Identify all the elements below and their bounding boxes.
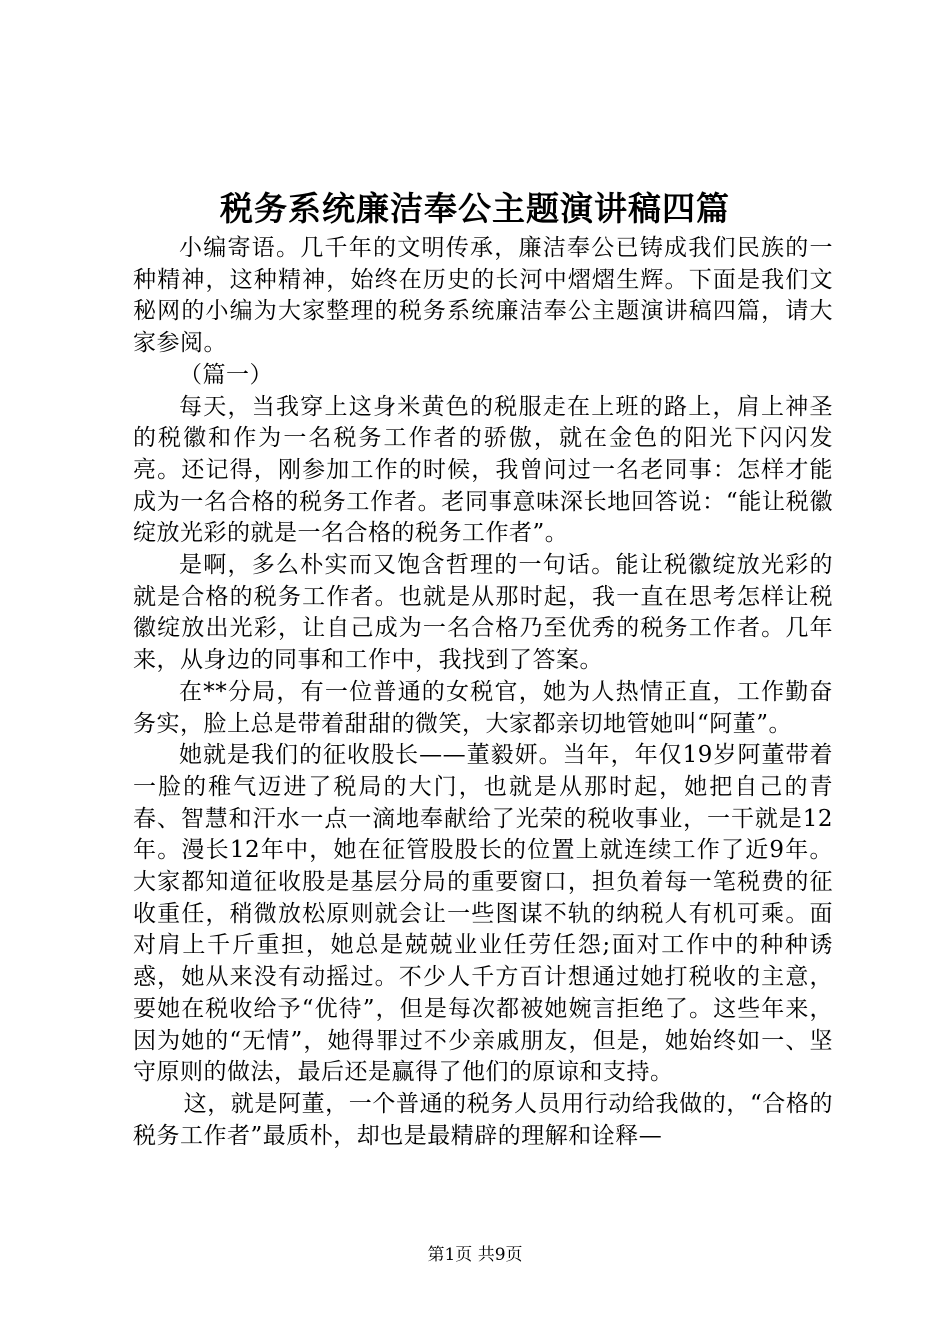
document-body: [133, 233, 833, 1152]
page-footer: 第1页 共9页: [427, 1245, 523, 1265]
paragraph: 每天，当我穿上这身米黄色的税服走在上班的路上，肩上神圣的税徽和作为一名税务工作者的骄傲，就在金色的阳光下闪闪发亮。还记得，刚参加工作的时候，我曾问过一名老同事：怎样才能成为一名合格的税务工作者。老同事意味深长地回答说：“能让税徽绽放光彩的就是一名合格的税务工作者”。: [133, 393, 833, 547]
paragraph: 这，就是阿董，一个普通的税务人员用行动给我做的，“合格的税务工作者”最质朴，却也是最精辟的理解和诠释—: [133, 1090, 833, 1149]
paragraph: 在**分局，有一位普通的女税官，她为人热情正直，工作勤奋务实，脸上总是带着甜甜的微笑，大家都亲切地管她叫“阿董”。: [133, 678, 833, 737]
paragraph-intro: 小编寄语。几千年的文明传承，廉洁奉公已铸成我们民族的一种精神，这种精神，始终在历史的长河中熠熠生辉。下面是我们文秘网的小编为大家整理的税务系统廉洁奉公主题演讲稿四篇，请大家参阅。: [133, 235, 833, 357]
paragraph: 她就是我们的征收股长——董毅妍。当年，年仅19岁阿董带着一脸的稚气迈进了税局的大门，也就是从那时起，她把自己的青春、智慧和汗水一点一滴地奉献给了光荣的税收事业，一干就是12年。漫长12年中，她在征管股股长的位置上就连续工作了近9年。大家都知道征收股是基层分局的重要窗口，担负着每一笔税费的征收重任，稍微放松原则就会让一些图谋不轨的纳税人有机可乘。面对肩上千斤重担，她总是兢兢业业任劳任怨;面对工作中的种种诱惑，她从来没有动摇过。不少人千方百计想通过她打税收的主意，要她在税收给予“优待”，但是每次都被她婉言拒绝了。这些年来，因为她的“无情”，她得罪过不少亲戚朋友，但是，她始终如一、坚守原则的做法，最后还是赢得了他们的原谅和支持。: [133, 742, 833, 1086]
paragraph: 是啊，多么朴实而又饱含哲理的一句话。能让税徽绽放光彩的就是合格的税务工作者。也就是从那时起，我一直在思考怎样让税徽绽放出光彩，让自己成为一名合格乃至优秀的税务工作者。几年来，从身边的同事和工作中，我找到了答案。: [133, 552, 833, 674]
section-heading: （篇一）: [179, 361, 273, 388]
document-title: 税务系统廉洁奉公主题演讲稿四篇: [220, 189, 730, 228]
